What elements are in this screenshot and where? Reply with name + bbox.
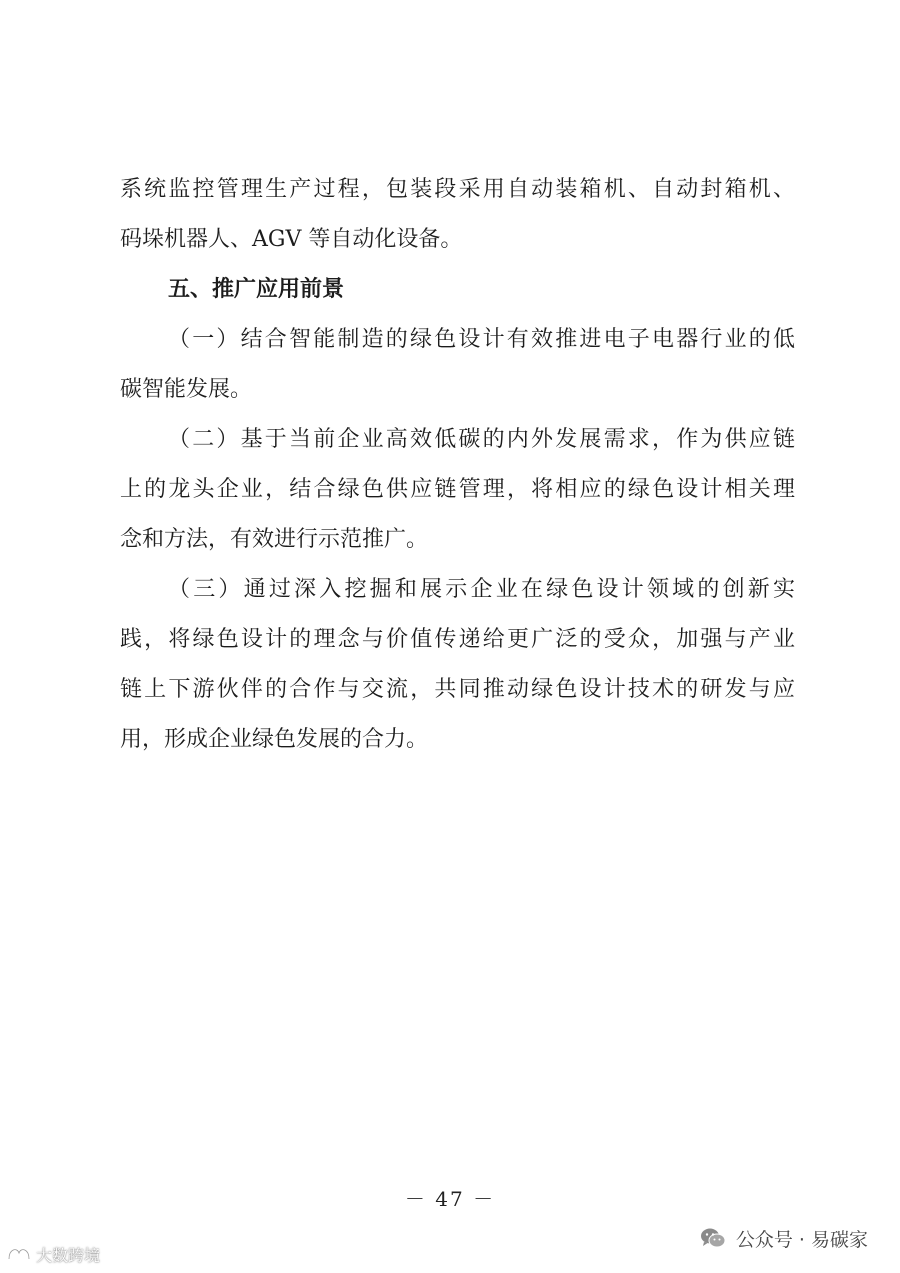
paragraph-line: 链上下游伙伴的合作与交流，共同推动绿色设计技术的研发与应 [120, 677, 795, 702]
section-heading: 五、推广应用前景 [168, 277, 345, 302]
paragraph-line: 碳智能发展。 [120, 377, 253, 402]
document-body [120, 165, 795, 765]
brand-logo-icon [6, 1245, 32, 1263]
paragraph-line: 码垛机器人、AGV 等自动化设备。 [120, 227, 463, 252]
paragraph-line: 上的龙头企业，结合绿色供应链管理，将相应的绿色设计相关理 [120, 477, 795, 502]
brand-watermark [6, 1240, 100, 1268]
wechat-watermark [700, 1222, 868, 1254]
wechat-watermark-text: 公众号 · 易碳家 [735, 1228, 868, 1251]
paragraph-line: （二）基于当前企业高效低碳的内外发展需求，作为供应链 [168, 427, 795, 452]
page-number: － 47 － [404, 1187, 496, 1211]
paragraph-line: 践，将绿色设计的理念与价值传递给更广泛的受众，加强与产业 [120, 627, 795, 652]
paragraph-line: （三）通过深入挖掘和展示企业在绿色设计领域的创新实 [168, 577, 795, 602]
wechat-icon [700, 1227, 726, 1249]
paragraph-line: 系统监控管理生产过程，包装段采用自动装箱机、自动封箱机、 [120, 177, 795, 202]
paragraph-line: 用，形成企业绿色发展的合力。 [120, 727, 429, 752]
brand-watermark-text: 大数跨境 [36, 1245, 101, 1265]
paragraph-line: 念和方法，有效进行示范推广。 [120, 527, 429, 552]
paragraph-line: （一）结合智能制造的绿色设计有效推进电子电器行业的低 [168, 327, 795, 352]
